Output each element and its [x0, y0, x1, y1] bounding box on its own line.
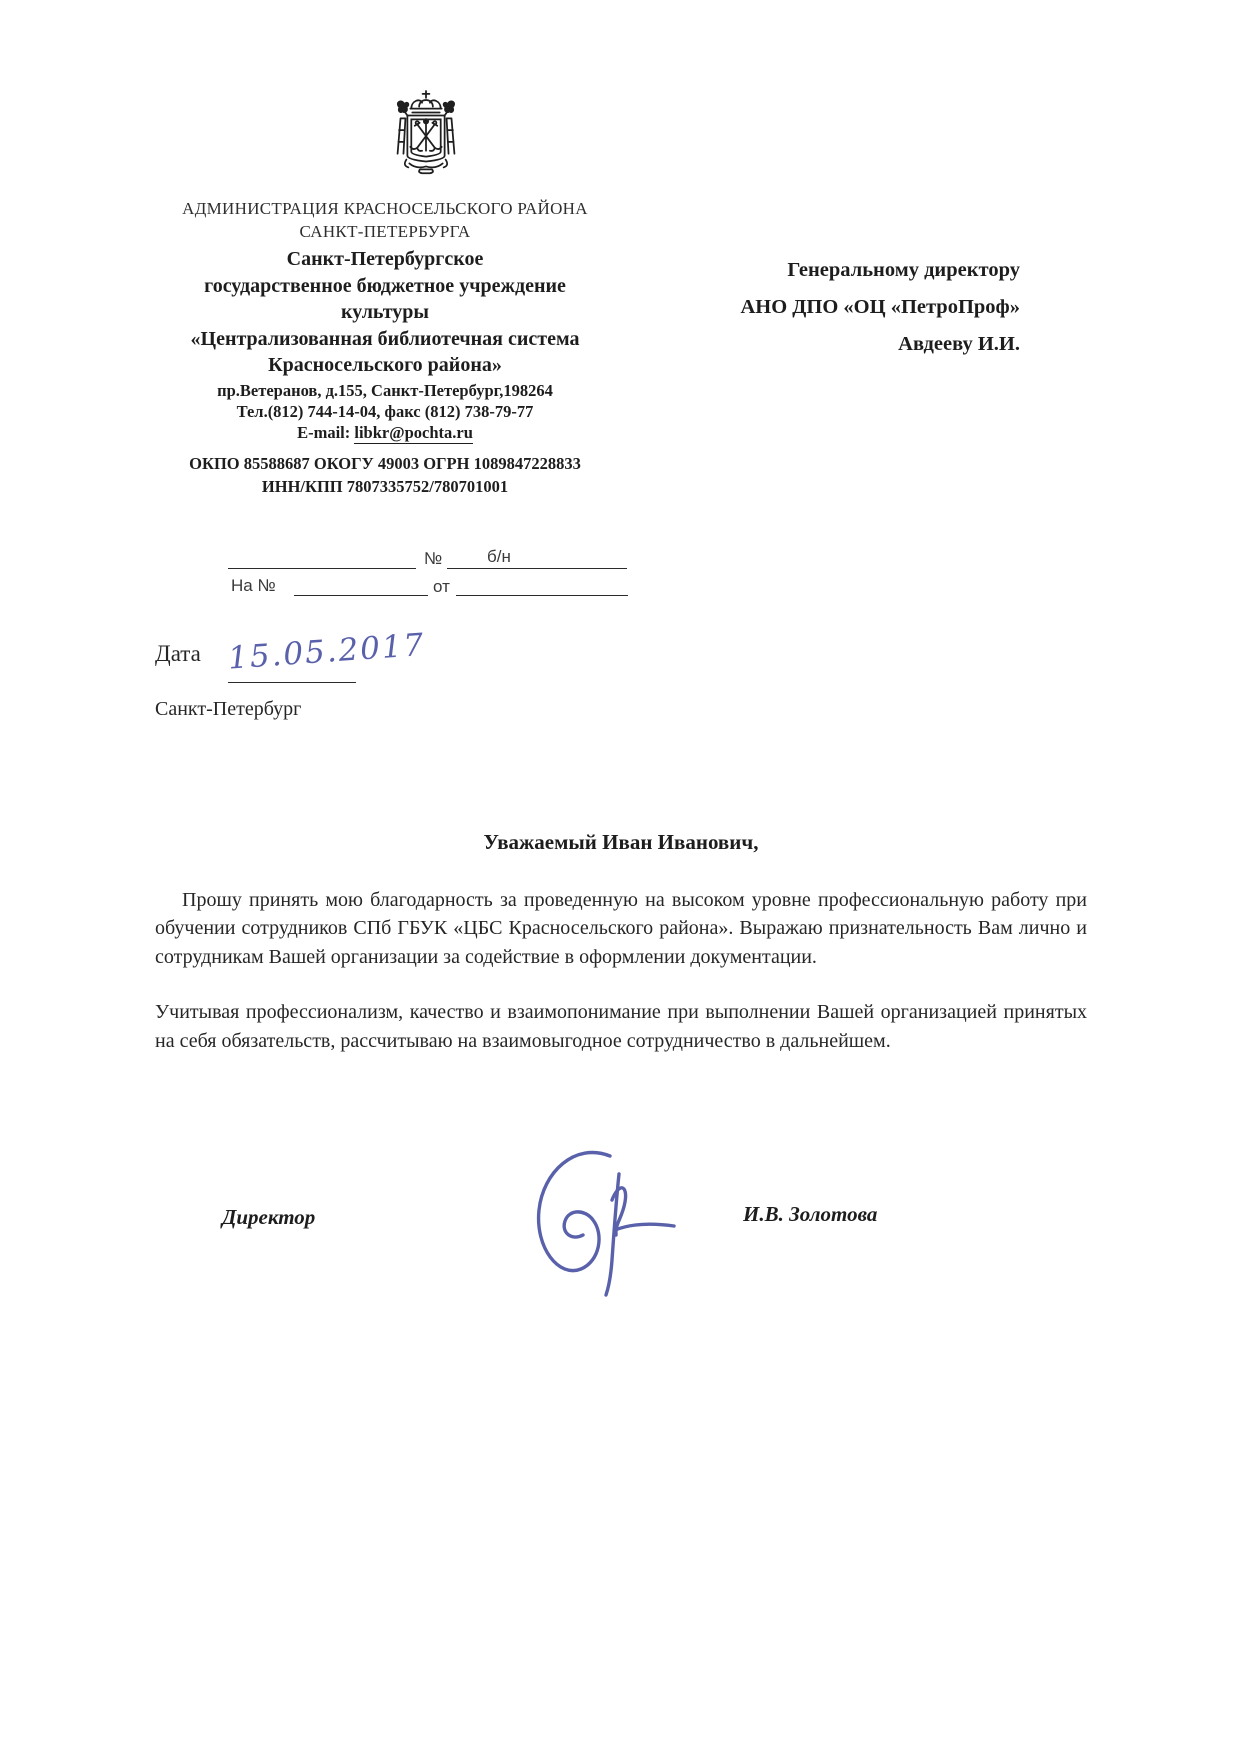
recipient-organization: АНО ДПО «ОЦ «ПетроПроф» [740, 296, 1020, 318]
email-line [120, 422, 650, 443]
org-line-3: культуры [340, 301, 430, 323]
outgoing-number-blank-line [228, 568, 416, 569]
number-label: № [424, 549, 443, 568]
signer-title: Директор [222, 1205, 316, 1229]
date-label: Дата [155, 641, 201, 666]
date-underline [228, 682, 356, 683]
organization-name [120, 246, 650, 379]
reply-number-line [294, 595, 428, 596]
recipient-person: Авдееву И.И. [898, 333, 1020, 355]
org-line-2: государственное бюджетное учреждение [204, 274, 566, 297]
administration-line-1: АДМИНИСТРАЦИЯ КРАСНОСЕЛЬСКОГО РАЙОНА [182, 199, 588, 218]
salutation: Уважаемый Иван Иванович, [483, 830, 759, 854]
reply-date-line [456, 595, 628, 596]
postal-address: пр.Ветеранов, д.155, Санкт-Петербург,198264 [217, 381, 553, 400]
codes-line-2: ИНН/КПП 7807335752/780701001 [261, 477, 509, 496]
paragraph-1: Прошу принять мою благодарность за проведенную на высоком уровне профессиональную работу при обучении сотрудников СПб ГБУК «ЦБС Красносельского района». Выражаю признательность Вам лично и сотрудникам Вашей организации за содействие в оформлении документации. [155, 889, 1087, 968]
handwritten-date: 15.05.2017 [226, 626, 427, 677]
reply-from-label: от [433, 577, 450, 596]
signer-name: И.В. Золотова [743, 1202, 878, 1226]
handwritten-signature-icon [515, 1138, 690, 1303]
administration-heading [120, 197, 650, 243]
number-value: б/н [487, 547, 511, 566]
contact-block [120, 380, 650, 443]
registration-codes [120, 452, 650, 498]
paragraph-2: Учитывая профессионализм, качество и взаимопонимание при выполнении Вашей организацией принятых на себя обязательств, рассчитываю на взаимовыгодное сотрудничество в дальнейшем. [155, 1001, 1087, 1052]
city-name: Санкт-Петербург [155, 698, 302, 720]
phone-fax: Тел.(812) 744-14-04, факс (812) 738-79-77 [236, 402, 534, 421]
org-line-5: Красносельского района» [268, 354, 502, 376]
administration-line-2: САНКТ-ПЕТЕРБУРГА [299, 222, 471, 241]
coat-of-arms-icon [377, 88, 475, 188]
email-address: libkr@pochta.ru [354, 423, 473, 442]
email-label: E-mail: [297, 423, 351, 442]
org-line-1: Санкт-Петербургское [286, 248, 484, 270]
org-line-4: «Централизованная библиотечная система [190, 327, 580, 350]
codes-line-1: ОКПО 85588687 ОКОГУ 49003 ОГРН 1089847228833 [189, 454, 581, 473]
reply-to-label: На № [231, 576, 276, 595]
letter-body [155, 886, 1087, 1082]
recipient-position: Генеральному директору [787, 259, 1020, 281]
number-value-line [447, 568, 627, 569]
recipient-block [690, 252, 1020, 363]
